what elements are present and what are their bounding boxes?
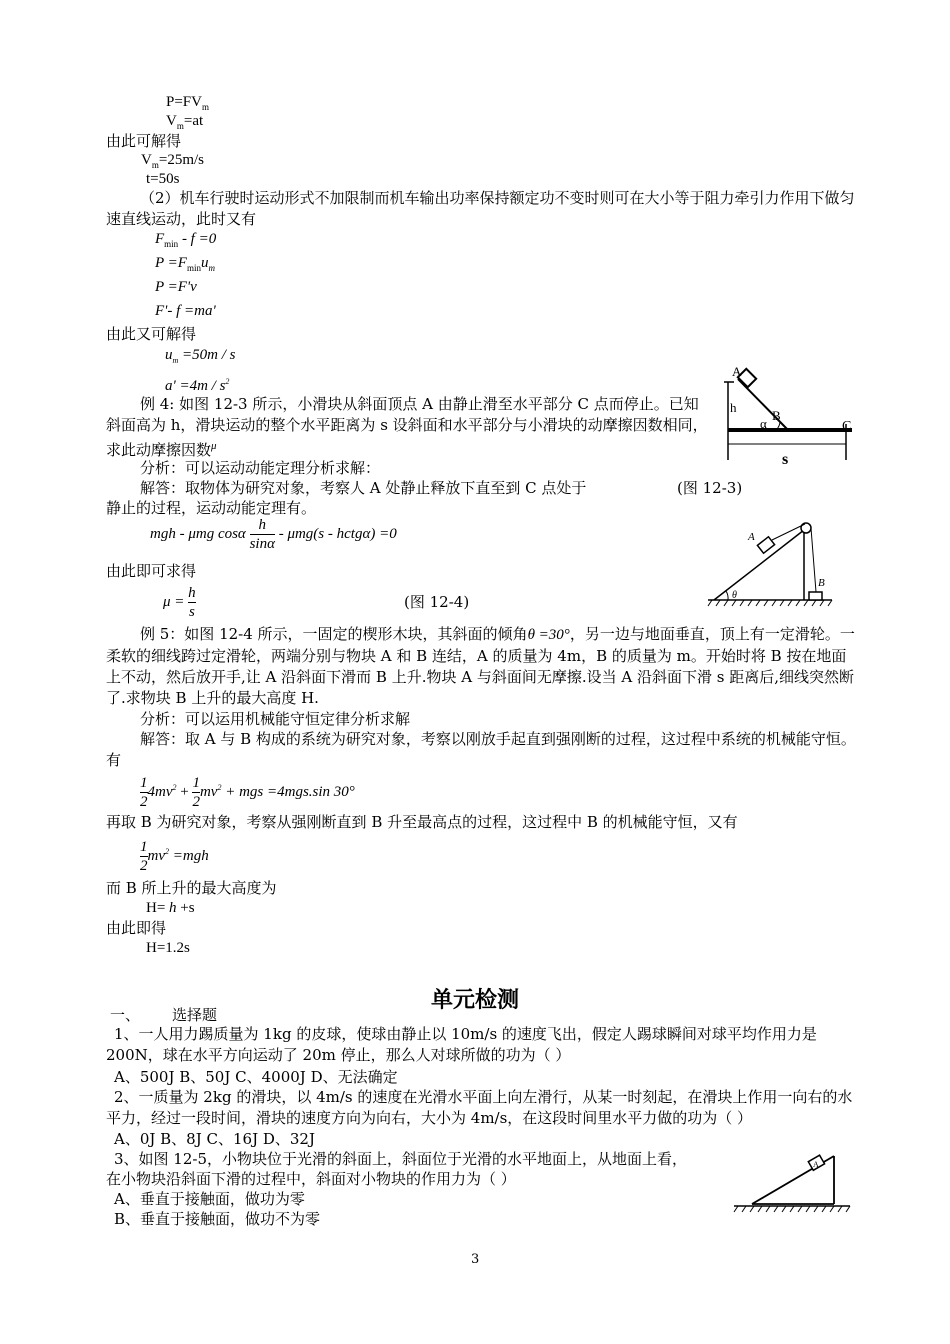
eq-vm-result: $V_m=25m/s$	[141, 152, 204, 170]
eq-power: $P=FV_m$	[166, 94, 209, 112]
eq-H-result: H=1.2s	[146, 940, 190, 956]
fig4-label-b: B	[818, 577, 825, 589]
eq-mu-result: μ = $\frac{h}{s}$	[163, 585, 196, 621]
eq-H: H= h +s	[146, 900, 195, 916]
figure-12-3	[716, 364, 862, 468]
example-5-analysis: 分析：可以运用机械能守恒定律分析求解	[140, 710, 411, 728]
text-conclusion-4: 由此即得	[106, 919, 167, 937]
eq-p-fv: P =F'v	[155, 279, 197, 295]
figure-12-4-caption: (图 12-4)	[404, 593, 470, 611]
figure-12-4	[704, 518, 840, 610]
fig3-label-b: B	[772, 408, 781, 423]
figure-12-5	[730, 1150, 854, 1216]
paragraph-part2: （2）机车行驶时运动形式不加限制而机车输出功率保持额定功不变时则可在大小等于阻力牵引力作用下做匀速直线运动，此时又有	[106, 189, 855, 228]
page-number: 3	[471, 1252, 480, 1267]
section-title: 单元检测	[430, 988, 519, 1013]
fig3-label-alpha: α	[760, 416, 767, 431]
eq-a-result: $a' =4m / s^2$	[165, 377, 230, 394]
fig3-label-s: s	[782, 451, 789, 468]
eq-work-energy: mgh - μmg cosα $\frac{h}{\sin\alpha}$ - μmg(s - hctgα) =0	[150, 517, 397, 553]
example-5-solution: 解答：取 A 与 B 构成的系统为研究对象，考察以刚放手起直到强刚断的过程，这过程中系统的机械能守恒。有	[106, 730, 856, 769]
eq-fmin: $F_{min} - f =0$	[155, 231, 217, 249]
fig3-label-c: C	[842, 419, 852, 434]
fig3-label-h: h	[730, 400, 737, 415]
question-2: 2、一质量为 2kg 的滑块，以 4m/s 的速度在光滑水平面上向左滑行，从某一时刻起，在滑块上作用一向右的水平力，经过一段时间，滑块的速度方向为向右，大小为 4m/s，在这段时间里水平力做的功为（ ）	[106, 1088, 853, 1127]
question-3-option-b: B、垂直于接触面，做功不为零	[114, 1210, 321, 1228]
question-2-options: A、0J B、8J C、16J D、32J	[114, 1130, 315, 1148]
eq-velocity: $V_m=at$	[166, 113, 204, 131]
question-3-option-a: A、垂直于接触面，做功为零	[114, 1190, 305, 1208]
fig4-label-theta: θ	[732, 590, 737, 601]
example-5-solution-b: 再取 B 为研究对象，考察从强刚断直到 B 升至最高点的过程，这过程中 B 的机械能守恒，又有	[106, 813, 738, 831]
text-max-height: 而 B 所上升的最大高度为	[106, 879, 277, 897]
section-number: 一、	[110, 1006, 141, 1024]
fig5-label-a: A	[813, 1160, 819, 1169]
question-3-cont: 在小物块沿斜面下滑的过程中，斜面对小物块的作用力为（ ）	[106, 1170, 516, 1188]
fig4-label-a: A	[748, 531, 755, 543]
question-1: 1、一人用力踢质量为 1kg 的皮球，使球由静止以 10m/s 的速度飞出，假定人踢球瞬间对球平均作用力是 200N，球在水平方向运动了 20m 停止，那么人对球所做的功为（ ）	[106, 1025, 817, 1064]
text-conclusion-1: 由此可解得	[106, 132, 182, 150]
text-conclusion-3: 由此即可求得	[106, 562, 197, 580]
eq-newton: F'- f =ma'	[155, 303, 216, 319]
eq-energy-b: $\frac{1}{2}$ $mv^2 =mgh$	[140, 839, 209, 875]
example-4-analysis: 分析：可以运动动能定理分析求解：	[140, 459, 381, 477]
eq-energy-system: $\frac{1}{2}$ $4mv^2$ + $\frac{1}{2}$ $mv^2$ + mgs =4mgs.sin 30°	[140, 775, 355, 811]
example-4-solution-cont: 静止的过程，运动动能定理有。	[106, 499, 317, 517]
example-4-text: 例 4: 如图 12-3 所示，小滑块从斜面顶点 A 由静止滑至水平部分 C 点而停止。已知斜面高为 h，滑块运动的整个水平距离为 s 设斜面和水平部分与小滑块的动摩擦因数相同，求此动摩擦因数$^\mu$	[106, 395, 708, 459]
question-1-options: A、500J B、50J C、4000J D、无法确定	[114, 1068, 398, 1086]
figure-12-3-caption: (图 12-3)	[677, 479, 743, 497]
example-4-solution: 解答：取物体为研究对象，考察人 A 处静止释放下直至到 C 点处于	[140, 479, 587, 497]
text-conclusion-2: 由此又可解得	[106, 325, 197, 343]
eq-t-result: t=50s	[146, 171, 180, 187]
question-3: 3、如图 12-5，小物块位于光滑的斜面上，斜面位于光滑的水平地面上，从地面上看，	[114, 1150, 688, 1168]
section-heading: 选择题	[172, 1006, 218, 1024]
eq-p-fmin: $P =F_{min}u_m$	[155, 255, 215, 273]
fig3-label-a: A	[732, 364, 742, 379]
eq-um-result: $u_m =50m / s$	[165, 347, 236, 365]
example-5-text: 例 5：如图 12-4 所示，一固定的楔形木块，其斜面的倾角θ =30°，另一边与地面垂直，顶上有一定滑轮。一柔软的细线跨过定滑轮，两端分别与物块 A 和 B 连结，A 的质量为 4m，B 的质量为 m。开始时将 B 按在地面上不动，然后放开手,让 A 沿斜面下滑而 B 上升.物块 A 与斜面间无摩擦.设当 A 沿斜面下滑 s 距离后,细线突然断了.求物块 B 上升的最大高度 H.	[106, 625, 855, 707]
